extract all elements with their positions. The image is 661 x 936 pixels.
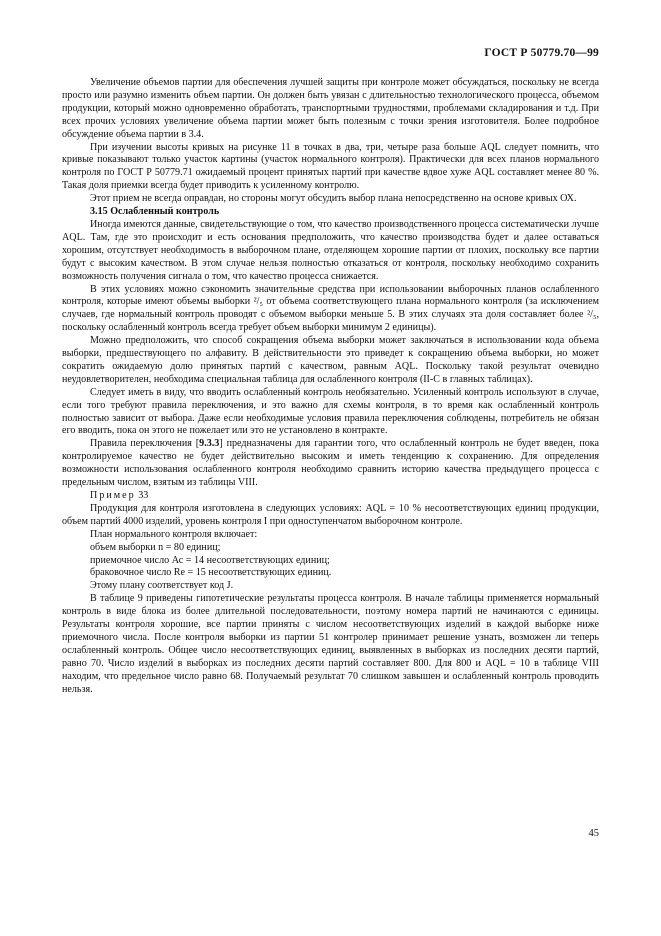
example-heading xyxy=(62,490,599,503)
page-number: 45 xyxy=(588,828,599,839)
list-item: браковочное число Re = 15 несоответствующих единиц. xyxy=(90,567,332,579)
paragraph: Этот прием не всегда оправдан, но стороны могут обсудить выбор плана непосредственно на основе кривых ОХ. xyxy=(90,193,577,205)
plan-list xyxy=(62,529,599,594)
paragraph xyxy=(62,438,599,490)
paragraph-text: Правила переключения [ xyxy=(90,438,200,450)
paragraph: Продукция для контроля изготовлена в следующих условиях: AQL = 10 % несоответствующих единиц продукции, объем партий 4000 изделий, уровень контроля I при одноступенчатом выборочном контроле. xyxy=(62,502,599,527)
list-item: План нормального контроля включает: xyxy=(90,528,258,540)
document-body xyxy=(62,77,599,697)
example-label: Пример xyxy=(90,490,136,501)
clause-reference: 9.3.3 xyxy=(199,438,220,450)
example-number: 33 xyxy=(138,490,149,501)
paragraph: Следует иметь в виду, что вводить ослабленный контроль необязательно. Усиленный контроль используют в случае, если того требуют правила переключения, и это важно для схемы контроля, в то время как ослабленный контроль полностью зависит от выбора. Даже если необходимые условия правила переключения соблюдены, потребитель не обязан его вводить, пока он этого не пожелает или это не установлено в контракте. xyxy=(62,386,599,437)
paragraph: Увеличение объемов партии для обеспечения лучшей защиты при контроле может обсуждаться, поскольку не всегда просто или разумно изменить объем партии. Он должен быть увязан с длительностью технологического процесса, объемом продукции, который можно одновременно обработать, транспортными трудностями, проблемами складирования и т.д. При всех прочих условиях увеличение объема партии может быть полезным с точки зрения изготовителя. Более подробное обсуждение объема партии в 3.4. xyxy=(62,77,599,140)
section-heading: 3.15 Ослабленный контроль xyxy=(90,206,220,218)
paragraph-text: ] предназначены для гарантии того, что ослабленный контроль не будет введен, пока контролируемое качество не будет действительно высоким и иметь тенденцию к сохранению. Для определения возможности использования ослабленного контроля необходимо сравнить историю качества предыдущего процесса с предельным числом, взятым из таблицы VIII. xyxy=(62,438,600,489)
list-item: приемочное число Ас = 14 несоответствующих единиц; xyxy=(90,554,330,566)
list-item: объем выборки n = 80 единиц; xyxy=(90,541,221,553)
paragraph: При изучении высоты кривых на рисунке 11 в точках в два, три, четыре раза больше AQL следует помнить, что кривые показывают только участок картины (участок нормального контроля). Практически для всех планов нормального контроля по ГОСТ Р 50779.71 ожидаемый процент принятых партий при качестве вдвое хуже AQL составляет менее 80 %. Такая доля приемки всегда будет приводить к усиленному контролю. xyxy=(62,141,599,192)
document-header: ГОСТ Р 50779.70—99 xyxy=(484,47,599,59)
paragraph: В таблице 9 приведены гипотетические результаты процесса контроля. В начале таблицы применяется нормальный контроль в виде блока из более длительной последовательности, поэтому номера партий не начинаются с единицы. Результаты контроля хорошие, все партии приняты с числом несоответствующих изделий в каждой выборке ниже приемочного числа. После контроля выборки из партии 51 контролер принимает решение узнать, возможен ли теперь ослабленный контроль. Общее число несоответствующих единиц, выявленных в выборках из последних десяти партий, равно 70. Число изделий в выборках из последних десяти партий составляет 800. Для 800 и AQL = 10 в таблице VIII находим, что предельное число равно 68. Получаемый результат 70 слишком завышен и ослабленный контроль проводить нельзя. xyxy=(62,593,599,695)
paragraph: Иногда имеются данные, свидетельствующие о том, что качество производственного процесса систематически лучше AQL. Там, где это происходит и есть основания предположить, что качество производства будет и далее оставаться хорошим, отсутствует необходимость в выборочном плане, отделяющем хорошие партии от плохих, поскольку все партии будут с высоким качеством. В этом случае нельзя полностью отказаться от контроля, поскольку необходимо сохранить возможность получения сигнала о том, что качество процесса снижается. xyxy=(62,218,599,282)
paragraph: Можно предположить, что способ сокращения объема выборки может заключаться в использовании кода объема выборки, предшествующего по алфавиту. В действительности это приведет к сокращению объема выборки, но может сократить ожидаемую долю принятых партий с качеством, равным AQL. Поскольку такой результат очевидно неудовлетворителен, необходима специальная таблица для ослабленного контроля (II-С в главных таблицах). xyxy=(62,335,599,385)
list-item: Этому плану соответствует код J. xyxy=(90,580,234,592)
paragraph: В этих условиях можно сэкономить значительные средства при использовании выборочных планов ослабленного контроля, которые имеют объемы выборки ²/₅ от объема соответствующего плана нормального контроля (за исключением случаев, где нормальный контроль проводят с объемом выборки меньше 5. В этих случаях эта доля составляет более ²/₅, поскольку ослабленный контроль всегда требует объем выборки минимум 2 единицы). xyxy=(62,283,599,334)
